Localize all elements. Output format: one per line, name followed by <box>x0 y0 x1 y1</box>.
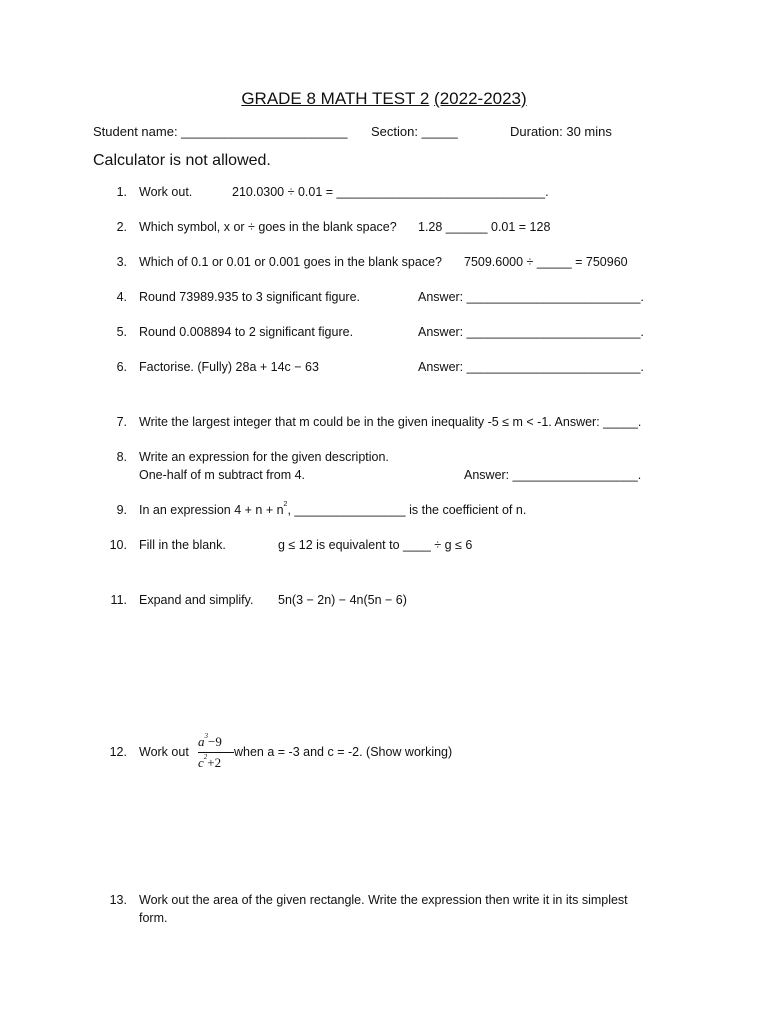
answer-line: Answer: _________________________. <box>418 360 644 374</box>
fraction-numerator: $a^3-9$ <box>198 732 222 749</box>
question-number: 12. <box>109 745 127 759</box>
question-number: 13. <box>109 893 127 907</box>
question-expression: g ≤ 12 is equivalent to ____ ÷ g ≤ 6 <box>278 538 473 552</box>
fraction-expression <box>196 734 236 776</box>
question-text: Write the largest integer that m could be in the given inequality -5 ≤ m < -1. Answer: _____. <box>139 415 642 429</box>
question-text: Work out the area of the given rectangle. Write the expression then write it in its simplest <box>139 893 628 907</box>
question-expression: 1.28 ______ 0.01 = 128 <box>418 220 551 234</box>
question-expression: 7509.6000 ÷ _____ = 750960 <box>464 255 628 269</box>
question-text-line2: form. <box>139 911 168 925</box>
question-text: Write an expression for the given description. <box>139 450 389 464</box>
question-text-part: In an expression 4 + n + n <box>139 503 284 517</box>
question-number: 11. <box>110 593 127 607</box>
question-number: 5. <box>116 325 127 339</box>
question-number: 6. <box>116 360 127 374</box>
question-text: Which of 0.1 or 0.01 or 0.001 goes in the blank space? <box>139 255 442 269</box>
question-number: 1. <box>116 185 127 199</box>
question-text-line2: One-half of m subtract from 4. <box>139 468 306 482</box>
calculator-note: Calculator is not allowed. <box>93 152 271 169</box>
question-text: Round 0.008894 to 2 significant figure. <box>139 325 354 339</box>
question-text: Round 73989.935 to 3 significant figure. <box>139 290 360 304</box>
fraction-denominator: $c^2+2$ <box>198 753 222 770</box>
title-year: (2022-2023) <box>434 89 527 108</box>
question-text: Expand and simplify. <box>139 593 254 607</box>
question-text: Work out <box>139 745 189 759</box>
question-number: 10. <box>109 538 127 552</box>
test-title <box>0 89 768 109</box>
question-text: Fill in the blank. <box>139 538 226 552</box>
question-expression: 210.0300 ÷ 0.01 = ______________________________. <box>232 185 549 199</box>
student-name-field: Student name: _______________________ <box>93 124 348 139</box>
question-number: 2. <box>116 220 127 234</box>
question-text <box>139 503 526 517</box>
question-expression: 5n(3 − 2n) − 4n(5n − 6) <box>278 593 407 607</box>
question-text: Which symbol, x or ÷ goes in the blank space? <box>139 220 397 234</box>
question-number: 4. <box>116 290 127 304</box>
answer-line: Answer: __________________. <box>464 468 642 482</box>
question-text-cont: when a = -3 and c = -2. (Show working) <box>234 745 453 759</box>
answer-line: Answer: _________________________. <box>418 290 644 304</box>
answer-line: Answer: _________________________. <box>418 325 644 339</box>
exponent: 2 <box>283 501 288 508</box>
title-main: GRADE 8 MATH TEST 2 <box>241 89 430 108</box>
question-number: 9. <box>116 503 127 517</box>
question-number: 7. <box>116 415 127 429</box>
question-number: 8. <box>116 450 127 464</box>
question-text: Factorise. (Fully) 28a + 14c − 63 <box>139 360 319 374</box>
question-text: Work out. <box>139 185 193 199</box>
duration-label: Duration: 30 mins <box>510 124 612 139</box>
question-number: 3. <box>116 255 127 269</box>
section-field: Section: _____ <box>371 124 458 139</box>
question-text-part: , ________________ is the coefficient of n. <box>287 503 527 517</box>
